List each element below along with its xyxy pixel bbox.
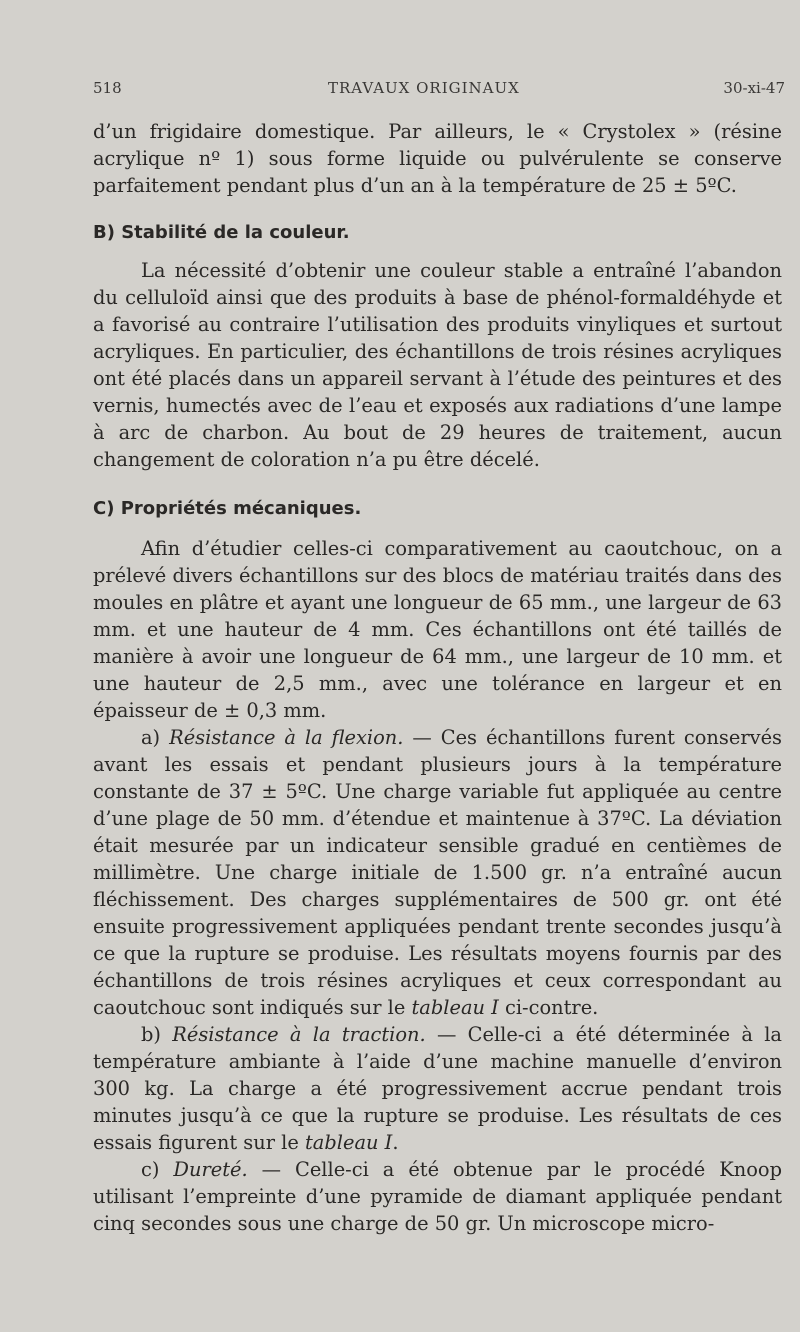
- item-b-traction: [93, 1021, 782, 1156]
- item-b-end: .: [392, 1131, 399, 1154]
- item-b-text: — Celle-ci a été déterminée à la température ambiante à l’aide d’une machine manuelle d’environ 300 kg. La charge a été progressivement accrue pendant trois minutes jusqu’à ce que la rupture se produise. Les résultats de ces essais figurent sur le: [93, 1023, 782, 1154]
- page-number: 518: [93, 79, 122, 97]
- running-header: [93, 79, 785, 103]
- item-b-table-ref: tableau I: [305, 1131, 393, 1154]
- section-c-paragraph: Afin d’étudier celles-ci comparativement au caoutchouc, on a prélevé divers échantillons sur des blocs de matériau traités dans des moules en plâtre et ayant une longueur de 65 mm., une largeur de 63 mm. et une hauteur de 4 mm. Ces échantillons ont été taillés de manière à avoir une longueur de 64 mm., une largeur de 10 mm. et une hauteur de 2,5 mm., avec une tolérance en largeur et en épaisseur de ± 0,3 mm.: [93, 537, 782, 722]
- item-a-table-ref: tableau I: [411, 996, 499, 1019]
- item-c-durete: [93, 1156, 782, 1237]
- item-a-text: — Ces échantillons furent conservés avant les essais et pendant plusieurs jours à la température constante de 37 ± 5ºC. Une charge variable fut appliquée au centre d’une plage de 50 mm. d’étendue et maintenue à 37ºC. La déviation était mesurée par un indicateur sensible gradué en centièmes de millimètre. Une charge initiale de 1.500 gr. n’a entraîné aucun fléchissement. Des charges supplémentaires de 500 gr. ont été ensuite progressivement appliquées pendant trente secondes jusqu’à ce que la rupture se produise. Les résultats moyens fournis par des échantillons de trois résines acryliques et ceux correspondant au caoutchouc sont indiqués sur le: [93, 726, 782, 1019]
- section-b-paragraph: La nécessité d’obtenir une couleur stable a entraîné l’abandon du celluloïd ainsi que des produits à base de phénol-formaldéhyde et a favorisé au contraire l’utilisation des produits vinyliques et surtout acryliques. En particulier, des échantillons de trois résines acryliques ont été placés dans un appareil servant à l’étude des peintures et des vernis, humectés avec de l’eau et exposés aux radiations d’une lampe à arc de charbon. Au bout de 29 heures de traitement, aucun changement de coloration n’a pu être décelé.: [93, 259, 782, 471]
- item-a-label: a): [141, 726, 161, 749]
- item-b-label: b): [141, 1023, 161, 1046]
- section-b-heading: B) Stabilité de la couleur.: [93, 222, 350, 243]
- page-body: [93, 118, 782, 1237]
- intro-paragraph: d’un frigidaire domestique. Par ailleurs, le « Crystolex » (résine acrylique nº 1) sous forme liquide ou pulvérulente se conserve parfaitement pendant plus d’un an à la température de 25 ± 5ºC.: [93, 120, 782, 197]
- item-b-title: Résistance à la traction.: [172, 1023, 426, 1046]
- item-a-end: ci-contre.: [498, 996, 599, 1019]
- header-date: 30-xi-47: [723, 79, 785, 97]
- item-c-text: — Celle-ci a été obtenue par le procédé Knoop utilisant l’empreinte d’une pyramide de diamant appliquée pendant cinq secondes sous une charge de 50 gr. Un microscope micro-: [93, 1158, 782, 1235]
- section-c-heading: C) Propriétés mécaniques.: [93, 498, 362, 519]
- item-c-title: Dureté.: [173, 1158, 248, 1181]
- item-c-label: c): [141, 1158, 160, 1181]
- item-a-flexion: [93, 724, 782, 1021]
- running-title: TRAVAUX ORIGINAUX: [328, 79, 520, 97]
- item-a-title: Résistance à la flexion.: [169, 726, 404, 749]
